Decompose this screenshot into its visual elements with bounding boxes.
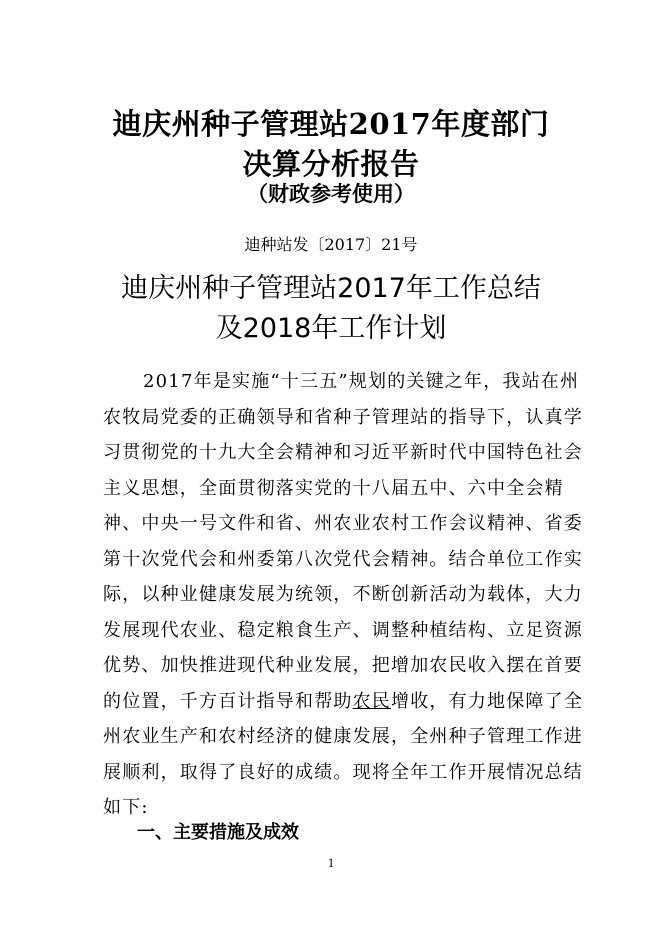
body-line: 神、中央一号文件和省、州农业农村工作会议精神、省委 [103, 513, 583, 534]
body-line: 第十次党代会和州委第八次党代会精神。结合单位工作实 [103, 548, 583, 570]
body-line: 优势、加快推进现代种业发展，把增加农民收入摆在首要 [103, 655, 583, 676]
report-title-line-1: 迪庆州种子管理站2017年度部门 [112, 107, 550, 141]
body-line: 农牧局党委的正确领导和省种子管理站的指导下，认真学 [103, 406, 583, 428]
body-line: 主义思想，全面贯彻落实党的十八届五中、六中全会精 [103, 477, 564, 499]
section-heading: 一、主要措施及成效 [137, 822, 299, 843]
body-line: 发展现代农业、稳定粮食生产、调整种植结构、立足资源 [103, 619, 583, 641]
body-line: 习贯彻党的十九大全会精神和习近平新时代中国特色社会 [103, 442, 583, 463]
body-line: 州农业生产和农村经济的健康发展，全州种子管理工作进 [103, 726, 583, 747]
subtitle-line-2: 及2018年工作计划 [215, 313, 447, 344]
underlined-word: 农民 [352, 690, 392, 712]
body-line: 2017年是实施“十三五”规划的关键之年，我站在州 [143, 371, 580, 392]
subtitle-line-1: 迪庆州种子管理站2017年工作总结 [121, 273, 541, 304]
document-number: 迪种站发〔2017〕21号 [244, 235, 418, 254]
body-text-segment: 增收，有力地保障了全 [391, 690, 584, 712]
page-number: 1 [327, 855, 335, 870]
body-text-segment: 的位置，千方百计指导和帮助 [103, 690, 353, 712]
body-line: 际，以种业健康发展为统领，不断创新活动为载体，大力 [103, 584, 583, 605]
body-paragraph [103, 364, 584, 826]
report-title-note: （财政参考使用） [247, 181, 415, 206]
body-line: 展顺利，取得了良好的成绩。现将全年工作开展情况总结 [103, 761, 583, 783]
report-title-line-2: 决算分析报告 [242, 147, 420, 181]
body-line: 如下: [103, 797, 149, 818]
body-line-with-underline [103, 684, 584, 720]
